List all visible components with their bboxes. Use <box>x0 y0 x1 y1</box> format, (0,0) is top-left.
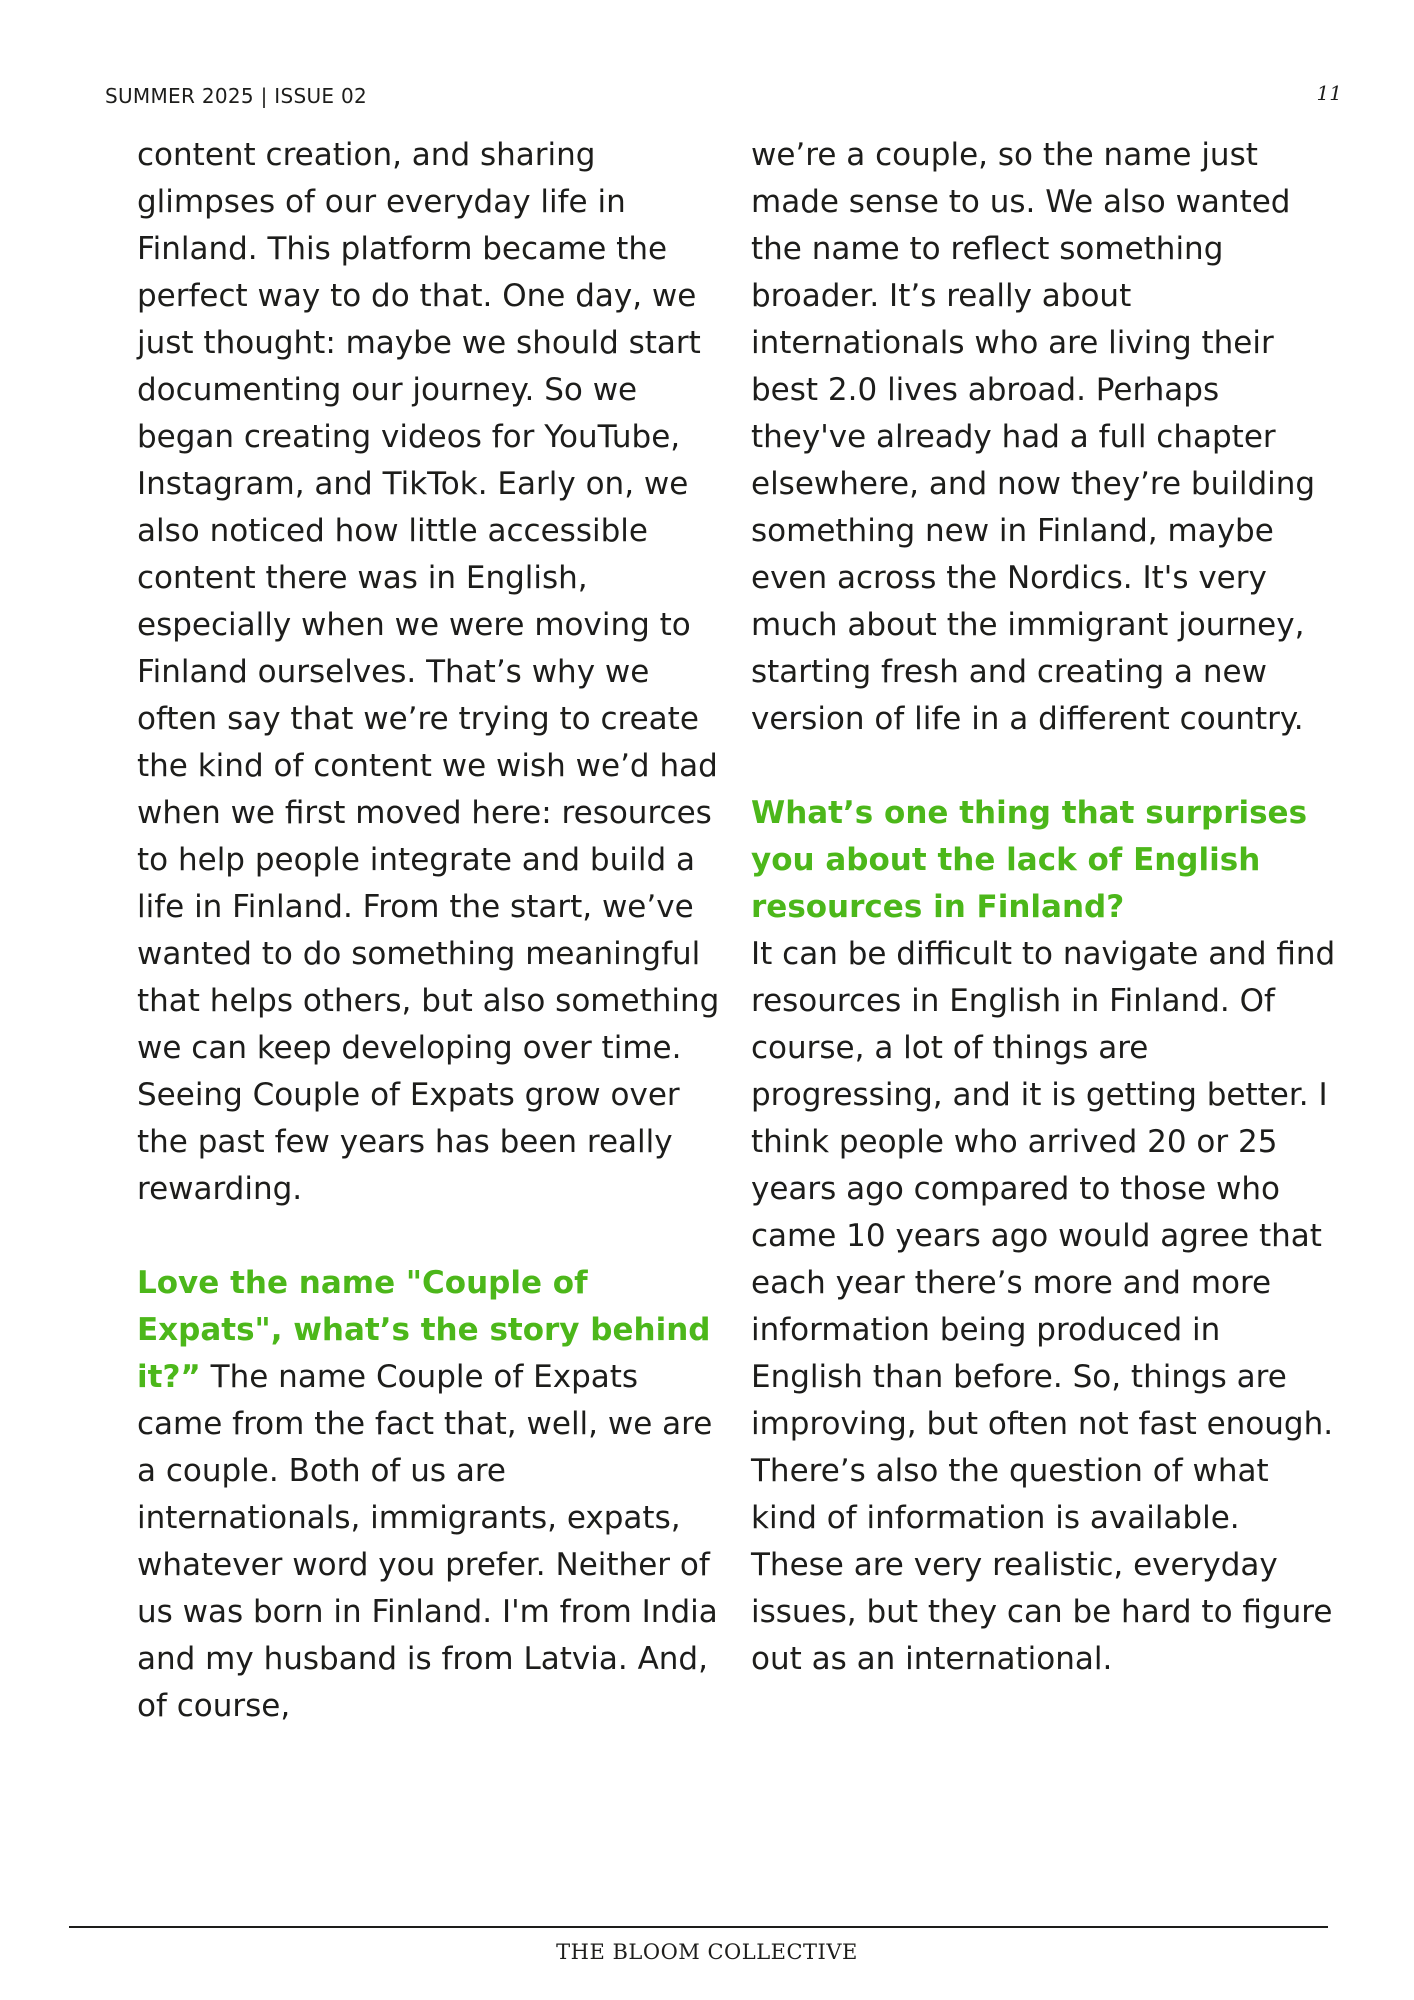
interview-question: Love the name "Couple of Expats", what’s the story behind it?” <box>137 1265 711 1395</box>
issue-label: SUMMER 2025 | ISSUE 02 <box>105 84 368 108</box>
interview-question: What’s one thing that surprises you about the lack of English resources in Finland? <box>751 795 1308 925</box>
article-column-left <box>137 132 722 1730</box>
article-column-right <box>751 132 1341 1683</box>
page-number: 11 <box>1316 81 1342 105</box>
qa-block <box>137 1260 722 1730</box>
publication-name: THE BLOOM COLLECTIVE <box>556 1940 858 1964</box>
interview-answer: The name Couple of Expats came from the fact that, well, we are a couple. Both of us are internationals, immigrants, expats, whatever word you prefer. Neither of us was born in Finland. I'm from India and my husband is from Latvia. And, of course, <box>137 1359 718 1724</box>
body-paragraph: we’re a couple, so the name just made sense to us. We also wanted the name to reflect something broader. It’s really about internationals who are living their best 2.0 lives abroad. Perhaps they've already had a full chapter elsewhere, and now they’re building something new in Finland, maybe even across the Nordics. It's very much about the immigrant journey, starting fresh and creating a new version of life in a different country. <box>751 137 1316 737</box>
interview-answer: It can be difficult to navigate and find resources in English in Finland. Of course, a lot of things are progressing, and it is getting better. I think people who arrived 20 or 25 years ago compared to those who came 10 years ago would agree that each year there’s more and more information being produced in English than before. So, things are improving, but often not fast enough. There’s also the question of what kind of information is available. These are very realistic, everyday issues, but they can be hard to figure out as an international. <box>751 936 1336 1677</box>
qa-block <box>751 790 1341 1683</box>
body-paragraph: content creation, and sharing glimpses of our everyday life in Finland. This platform became the perfect way to do that. One day, we just thought: maybe we should start documenting our journey. So we began creating videos for YouTube, Instagram, and TikTok. Early on, we also noticed how little accessible content there was in English, especially when we were moving to Finland ourselves. That’s why we often say that we’re trying to create the kind of content we wish we’d had when we first moved here: resources to help people integrate and build a life in Finland. From the start, we’ve wanted to do something meaningful that helps others, but also something we can keep developing over time. Seeing Couple of Expats grow over the past few years has been really rewarding. <box>137 137 720 1207</box>
footer-divider <box>69 1926 1328 1928</box>
